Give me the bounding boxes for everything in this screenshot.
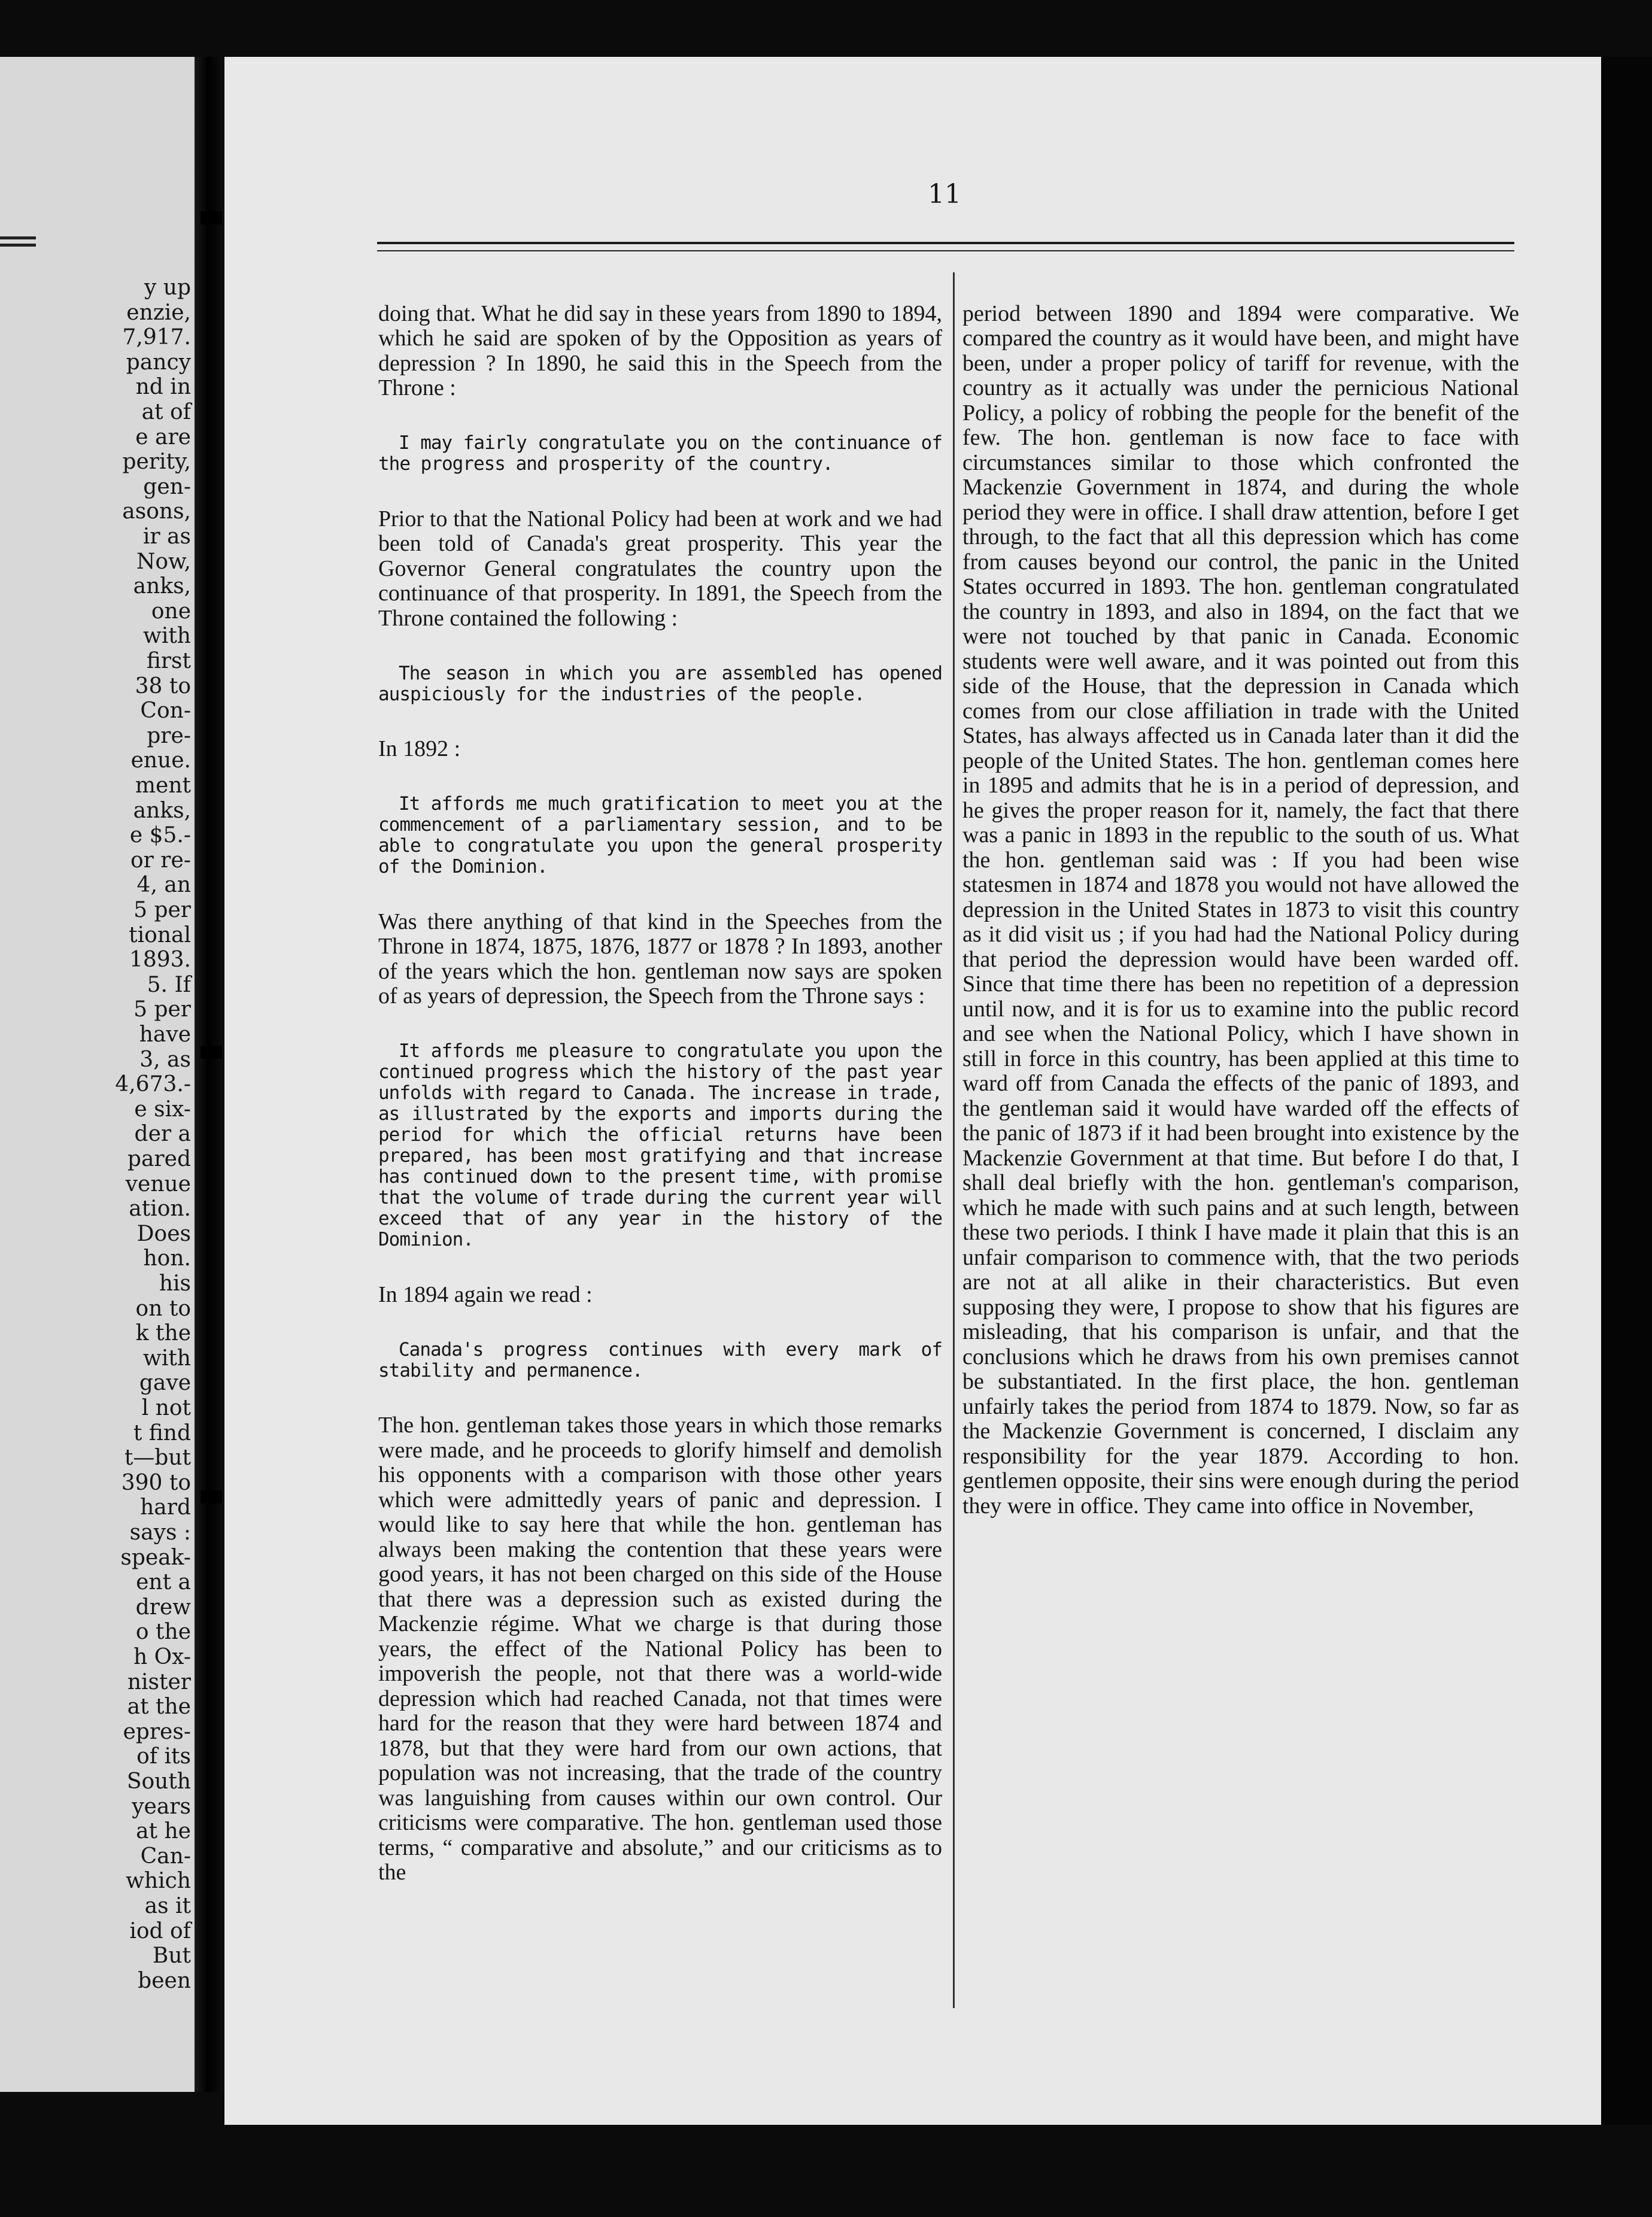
fragment-line: at the	[127, 1694, 191, 1720]
divider	[0, 236, 36, 239]
fragment-line: speak-	[120, 1545, 191, 1570]
fragment-line: gen-	[143, 474, 191, 499]
fragment-line: ent a	[136, 1570, 191, 1595]
fragment-line: been	[138, 1968, 191, 1993]
column-divider	[953, 272, 955, 2008]
fragment-line: Does	[136, 1221, 191, 1246]
fragment-line: tional	[129, 922, 191, 947]
fragment-line: 5 per	[133, 997, 191, 1022]
fragment-line: pancy	[126, 350, 191, 375]
fragment-line: nd in	[135, 375, 191, 400]
fragment-line: But	[152, 1943, 191, 1969]
fragment-line: which	[126, 1869, 191, 1894]
paragraph: The hon. gentleman takes those years in which those remarks were made, and he proceeds to glorify himself and demolish his opponents with a comparison with those other years which were admittedly years of panic and depression. I would like to say here that while the hon. gentleman has always been making the contention that these years were good years, it has not been charged on this side of the House that there was a depression such as existed during the Mackenzie régime. What we charge is that during those years, the effect of the National Policy has been to impoverish the people, not that there was a world-wide depression which had reached Canada, not that times were hard for the reason that they were hard between 1874 and 1878, but that they were hard from our own actions, that population was not increasing, that the trade of the country was languishing from causes within our own control. Our criticisms were comparative. The hon. gentleman used those terms, “ comparative and absolute,” and our criticisms as to the	[378, 1413, 942, 1885]
fragment-line: iod of	[129, 1918, 191, 1943]
fragment-line: t find	[133, 1420, 191, 1445]
fragment-line: perity,	[122, 450, 191, 475]
block-quote: Canada's progress continues with every mark of stability and permanence.	[378, 1338, 942, 1381]
paragraph: Prior to that the National Policy had been at work and we had been told of Canada's great prosperity. This year the Governor General congratulates the country upon the continuance of that prosperity. In 1891, the Speech from the Throne contained the following :	[378, 506, 942, 631]
fragment-line: 38 to	[135, 673, 191, 698]
fragment-line: first	[146, 649, 191, 673]
fragment-line: years	[132, 1794, 191, 1819]
fragment-line: 5 per	[133, 898, 191, 922]
fragment-line: or re-	[130, 848, 191, 873]
fragment-line: anks,	[133, 574, 191, 599]
fragment-line: o the	[135, 1620, 191, 1645]
fragment-line: hard	[140, 1495, 191, 1520]
page-number: 11	[928, 179, 961, 209]
fragment-line: y up	[144, 275, 191, 300]
fragment-line: at of	[141, 400, 191, 424]
fragment-line: 4, an	[136, 873, 191, 898]
block-quote: It affords me pleasure to congratulate you upon the continued progress which the history of the past year unfolds with regard to Canada. The increase in trade, as illustrated by the exports and imports during the period for which the official returns have been prepared, has been most gratifying and that increase has continued down to the present time, with promise that the volume of trade during the current year will exceed that of any year in the history of the Dominion.	[378, 1040, 942, 1250]
paragraph: period between 1890 and 1894 were comparative. We compared the country as it would have been, and might have been, under a proper policy of tariff for revenue, with the country as it actually was under the pernicious National Policy, a policy of robbing the people for the benefit of the few. The hon. gentleman is now face to face with circumstances similar to those which confronted the Mackenzie Government in 1874, and during the whole period they were in office. I shall draw attention, before I get through, to the fact that all this depression which has come from causes beyond our control, the panic in the United States occurred in 1893. The hon. gentleman congratulated the country in 1893, and also in 1894, on the fact that we were not touched by that panic in Canada. Economic students were well aware, and it was pointed out from this side of the House, that the depression in Canada which comes from our close affiliation in trade with the United States, has always affected us in Canada later than it did the people of the United States. The hon. gentleman comes here in 1895 and admits that he is in a period of depression, and he gives the proper reason for it, namely, the fact that there was a panic in 1893 in the republic to the south of us. What the hon. gentleman said was : If you had been wise statesmen in 1874 and 1878 you would not have allowed the depression in the United States in 1873 to visit this country as it did visit us ; if you had had the National Policy during that period the depression would have been warded off. Since that time there has been no repetition of a depression until now, and it is for us to examine into the public record and see when the National Policy, which I have shown in still in force in this country, has been applied at this time to ward off from Canada the effects of the panic of 1893, and the gentleman said it would have warded off the effects of the panic of 1873 if it had been brought into existence by the Mackenzie Government at that time. But before I do that, I shall deal briefly with the hon. gentleman's comparison, which he made with such pains and at such length, between these two periods. I think I have made it plain that this is an unfair comparison to commence with, that the two periods are not at all alike in their characteristics. But even supposing they were, I propose to show that his figures are misleading, that his comparison is unfair, and that the conclusions which he draws from his own premises cannot be substantiated. In the first place, the hon. gentleman unfairly takes the period from 1874 to 1879. Now, so far as the Mackenzie Government is concerned, I disclaim any responsibility for the year 1879. According to hon. gentlemen opposite, their sins were enough during the period they were in office. They came into office in November,	[962, 300, 1519, 1519]
previous-page-fragment	[0, 57, 195, 2092]
fragment-line: ir as	[142, 524, 191, 549]
fragment-line: his	[159, 1271, 191, 1296]
fragment-line: at he	[136, 1819, 191, 1844]
fragment-line: enzie,	[126, 300, 191, 325]
fragment-line: ation.	[129, 1196, 191, 1222]
book-gutter	[195, 57, 227, 2092]
fragment-line: as it	[144, 1894, 191, 1918]
binding-mark	[201, 1046, 222, 1059]
fragment-line: h Ox-	[133, 1645, 191, 1669]
fragment-line: hon.	[143, 1246, 191, 1271]
fragment-line: of its	[136, 1744, 191, 1769]
fragment-line: pared	[127, 1147, 191, 1171]
block-quote: I may fairly congratulate you on the continuance of the progress and prosperity of the country.	[378, 432, 942, 475]
block-quote: It affords me much gratification to meet you at the commencement of a parliamentary session, and to be able to congratulate you upon the general prosperity of the Dominion.	[378, 793, 942, 877]
paragraph: doing that. What he did say in these years from 1890 to 1894, which he said are spoken of by the Opposition as years of depression ? In 1890, he said this in the Speech from the Throne :	[378, 300, 942, 400]
block-quote: The season in which you are assembled has opened auspiciously for the industries of the people.	[378, 662, 942, 705]
fragment-line: have	[139, 1022, 191, 1047]
fragment-line: e are	[135, 424, 191, 450]
divider	[0, 244, 36, 247]
fragment-line: enue.	[130, 748, 191, 773]
fragment-line: 5. If	[147, 972, 191, 997]
fragment-line: venue	[125, 1171, 191, 1196]
fragment-line: anks,	[133, 798, 191, 823]
fragment-line: drew	[135, 1595, 191, 1620]
fragment-line: l not	[141, 1396, 191, 1420]
binding-mark	[201, 211, 222, 224]
fragment-line: 1893.	[129, 947, 191, 973]
paragraph: In 1894 again we read :	[378, 1281, 593, 1307]
fragment-line: says :	[129, 1520, 191, 1545]
fragment-line: asons,	[122, 499, 191, 524]
binding-mark	[201, 1490, 222, 1504]
fragment-line: 390 to	[121, 1470, 191, 1495]
paragraph: Was there anything of that kind in the Speeches from the Throne in 1874, 1875, 1876, 1877 or 1878 ? In 1893, another of the years which the hon. gentleman now says are spoken of as years of depression, the Speech from the Throne says :	[378, 909, 942, 1009]
fragment-line: nister	[127, 1669, 191, 1694]
fragment-line: e six-	[134, 1097, 191, 1122]
paragraph: In 1892 :	[378, 736, 461, 761]
fragment-line: der a	[134, 1122, 191, 1147]
fragment-line: with	[143, 624, 191, 649]
fragment-line: 4,673.-	[115, 1072, 191, 1097]
fragment-line: Con-	[140, 698, 191, 724]
fragment-line: e $5.-	[129, 823, 191, 848]
fragment-line: ment	[135, 773, 191, 798]
header-rule	[377, 250, 1514, 251]
fragment-line: with	[143, 1346, 191, 1371]
scan-edge	[1601, 57, 1652, 2125]
fragment-line: k the	[135, 1321, 191, 1346]
fragment-line: 7,917.	[122, 325, 191, 350]
fragment-line: 3, as	[139, 1047, 191, 1072]
fragment-line: pre-	[147, 723, 191, 748]
fragment-line: on to	[135, 1296, 191, 1321]
fragment-line: epres-	[123, 1719, 191, 1744]
fragment-line: Now,	[136, 549, 191, 574]
fragment-line: t—but	[124, 1445, 191, 1471]
fragment-line: one	[151, 599, 191, 624]
text-column-left	[378, 277, 942, 1910]
text-column-right	[962, 277, 1519, 1544]
header-rule	[377, 242, 1514, 244]
fragment-line: Can-	[140, 1844, 191, 1869]
fragment-line: gave	[139, 1371, 191, 1396]
fragment-line: South	[126, 1769, 191, 1794]
